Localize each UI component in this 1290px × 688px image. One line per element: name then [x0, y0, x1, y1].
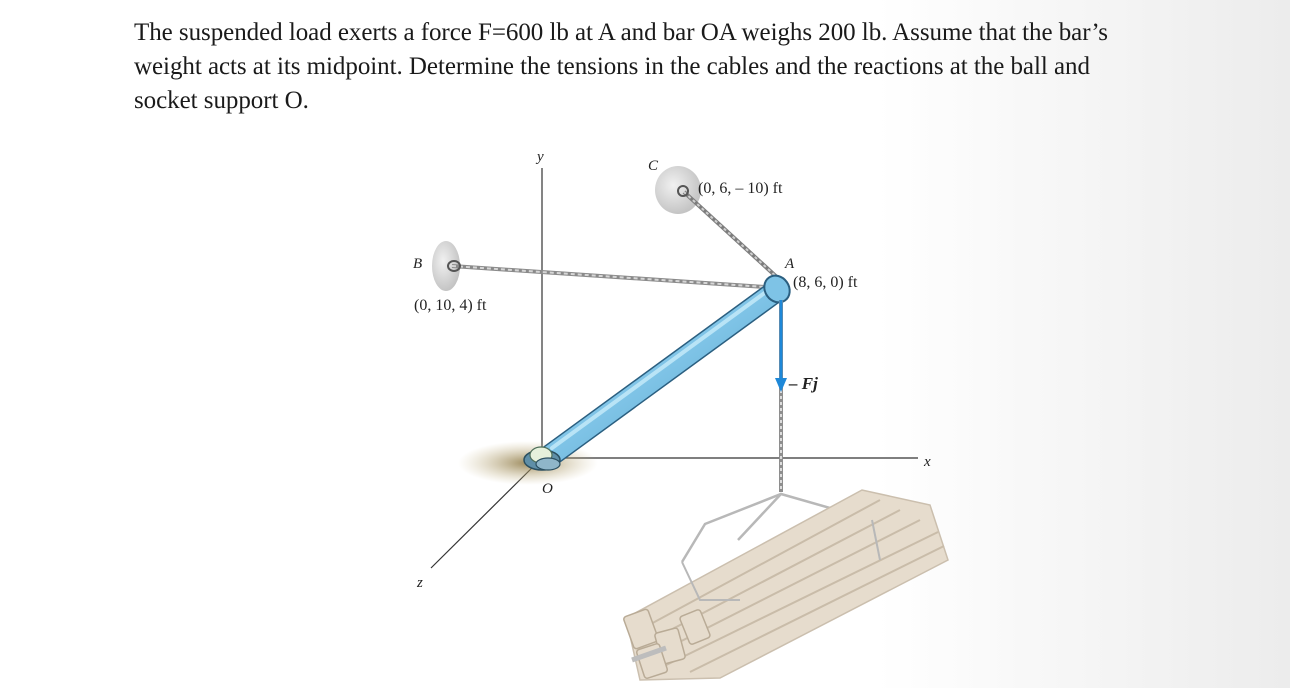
coord-c-label: (0, 6, – 10) ft	[698, 180, 783, 197]
problem-line-1: The suspended load exerts a force F=600 lb at A and bar OA weighs 200 lb. Assume that the bar’s	[134, 19, 1108, 46]
problem-line-2: weight acts at its midpoint. Determine the tensions in the cables and the reactions at the ball and	[134, 53, 1090, 80]
force-label: – Fj	[789, 374, 818, 393]
force-arrow	[775, 300, 787, 392]
log-bundle	[623, 490, 948, 680]
coord-b-label: (0, 10, 4) ft	[414, 297, 487, 314]
axis-y-label: y	[537, 149, 544, 165]
point-o-label: O	[542, 481, 553, 497]
point-a-label: A	[785, 256, 795, 272]
point-b-label: B	[413, 256, 423, 272]
point-c-label: C	[648, 158, 659, 174]
problem-line-3: socket support O.	[134, 87, 309, 114]
axis-z-label: z	[417, 575, 423, 591]
cable-ab	[452, 266, 780, 288]
bar-oa	[547, 289, 776, 458]
axis-x-label: x	[924, 454, 931, 470]
cable-ac	[684, 192, 780, 280]
coord-a-label: (8, 6, 0) ft	[793, 274, 858, 291]
